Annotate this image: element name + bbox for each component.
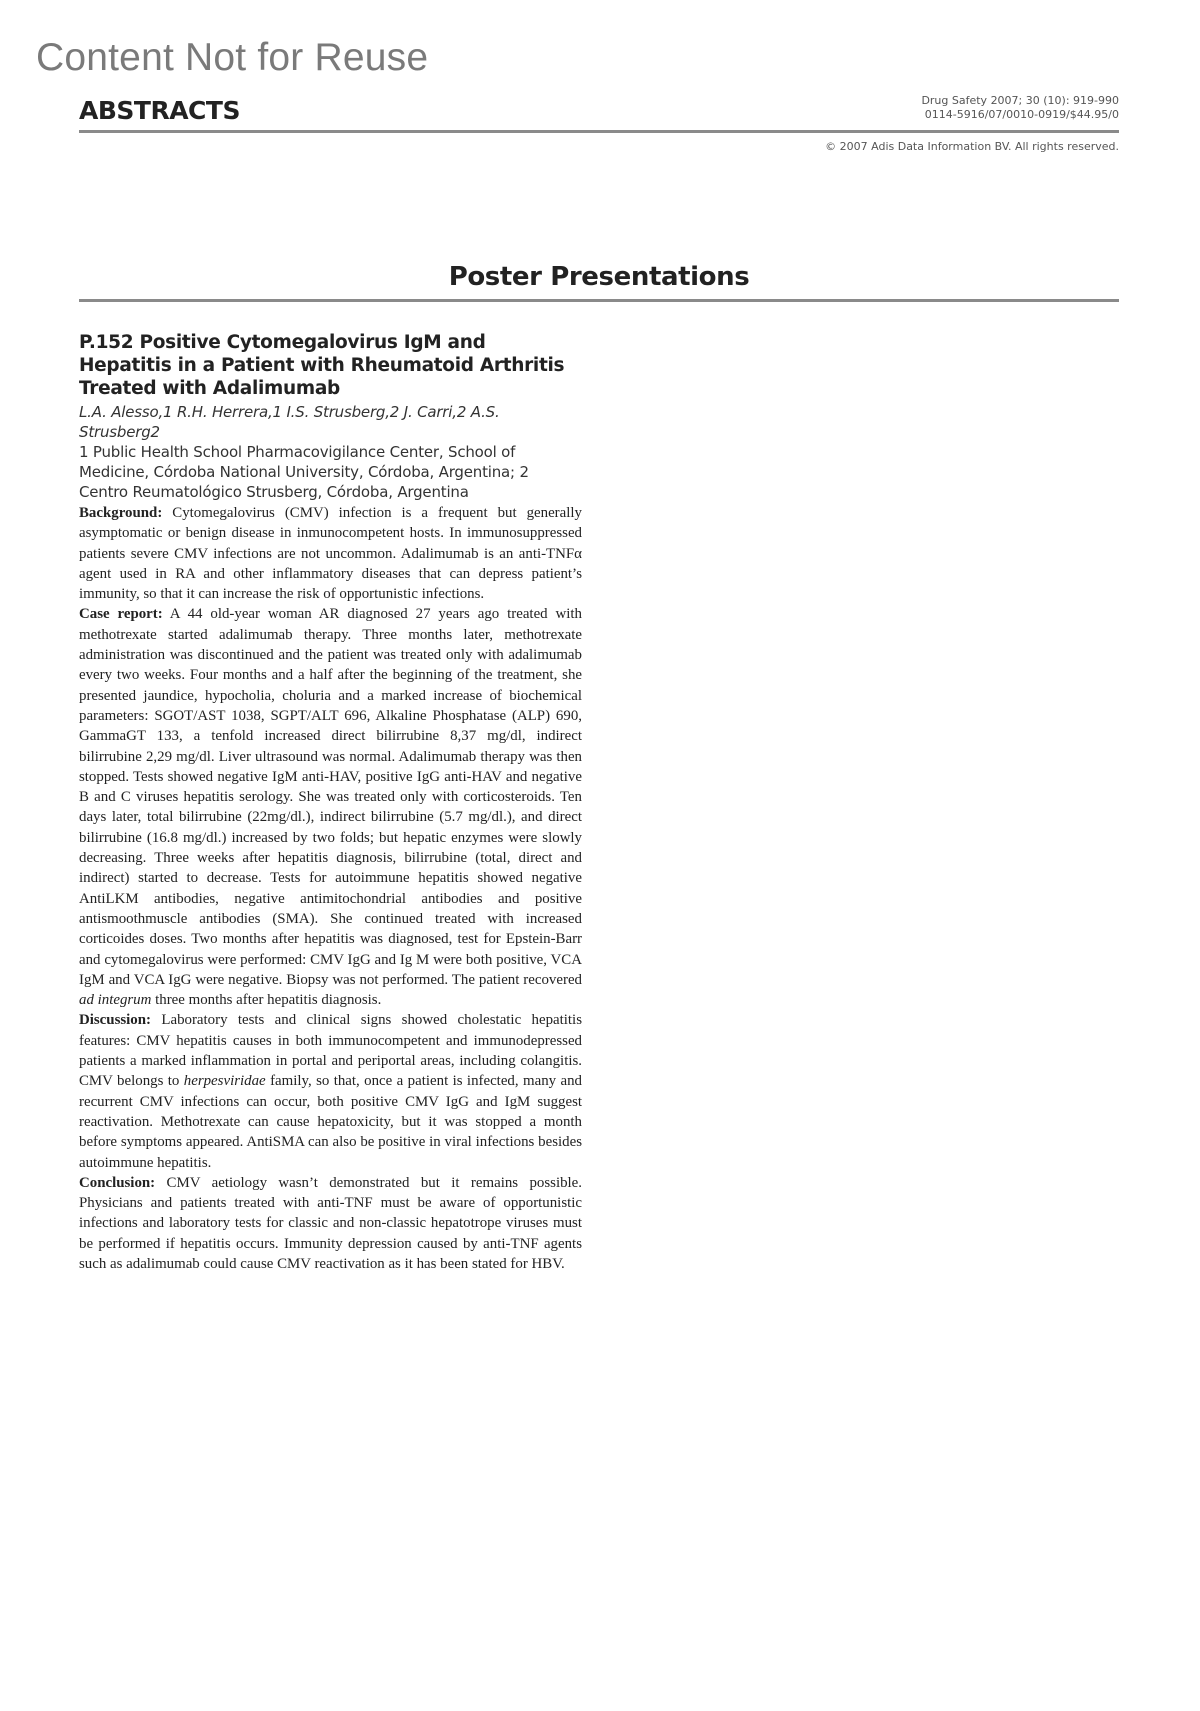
discussion-label: Discussion:: [79, 1012, 151, 1029]
background-label: Background:: [79, 505, 163, 521]
conclusion-text: CMV aetiology wasn’t demonstrated but it remains possible. Physicians and patients treated with anti-TNF must be aware of opportunistic infections and laboratory tests for classic and non-classic hepatotrope viruses must be performed if hepatitis occurs. Immunity depression caused by anti-TNF agents such as adalimumab could cause CMV reactivation as it has been stated for HBV.: [79, 1174, 582, 1272]
author-list: L.A. Alesso,1 R.H. Herrera,1 I.S. Strusberg,2 J. Carri,2 A.S. Strusberg2: [79, 403, 500, 441]
abstract-body: [79, 503, 582, 1274]
abstract: [79, 331, 582, 1274]
case-report-label: Case report:: [79, 606, 163, 623]
case-report-text-end: three months after hepatitis diagnosis.: [155, 992, 382, 1009]
section-rule: [79, 299, 1119, 302]
background-text: Cytomegalovirus (CMV) infection is a frequent but generally asymptomatic or benign disease in inmunocompetent hosts. In immunosuppressed patients severe CMV infections are not uncommon. Adalimumab is an anti-TNFα agent used in RA and other inflammatory diseases that can depress patient’s immunity, so that it can increase the risk of opportunistic infections.: [79, 505, 582, 603]
affiliations: 1 Public Health School Pharmacovigilance Center, School of Medicine, Córdoba National University, Córdoba, Argentina; 2 Centro Reumatológico Strusberg, Córdoba, Argentina: [79, 443, 529, 501]
conclusion-label: Conclusion:: [79, 1174, 156, 1191]
discussion-paragraph: [79, 1010, 582, 1172]
case-report-italic: ad integrum: [79, 992, 152, 1009]
citation-block: [921, 94, 1119, 122]
discussion-italic: herpesviridae: [183, 1073, 266, 1090]
journal-section-label: ABSTRACTS: [79, 96, 240, 125]
discussion-text-end: family, so that, once a patient is infected, many and recurrent CMV infections can occur, both positive CMV IgG and IgM suggest reactivation. Methotrexate can cause hepatoxicity, but it was stopped a month before symptoms appeared. AntiSMA can also be positive in viral infections besides autoimmune hepatitis.: [79, 1073, 582, 1171]
copyright-notice: © 2007 Adis Data Information BV. All rights reserved.: [825, 140, 1119, 153]
citation-line-1: Drug Safety 2007; 30 (10): 919-990: [921, 94, 1119, 107]
section-title: Poster Presentations: [448, 262, 750, 292]
background-paragraph: [79, 503, 582, 604]
abstract-title: P.152 Positive Cytomegalovirus IgM and Hepatitis in a Patient with Rheumatoid Arthritis Treated with Adalimumab: [79, 332, 565, 399]
citation-line-2: 0114-5916/07/0010-0919/$44.95/0: [924, 108, 1119, 121]
case-report-text: A 44 old-year woman AR diagnosed 27 years ago treated with methotrexate started adalimumab therapy. Three months later, methotrexate administration was discontinued and the patient was treated only with adalimumab every two weeks. Four months and a half after the beginning of the treatment, she presented jaundice, hypocholia, choluria and a marked increase of biochemical parameters: SGOT/AST 1038, SGPT/ALT 696, Alkaline Phosphatase (ALP) 690, GammaGT 133, a tenfold increased direct bilirrubine 8,37 mg/dl, indirect bilirrubine 2,29 mg/dl. Liver ultrasound was normal. Adalimumab therapy was then stopped. Tests showed negative IgM anti-HAV, positive IgG anti-HAV and negative B and C viruses hepatitis serology. She was treated only with corticosteroids. Ten days later, total bilirrubine (22mg/dl.), indirect bilirrubine (5.7 mg/dl.), and direct bilirrubine (16.8 mg/dl.) increased by two folds; but hepatic enzymes were slowly decreasing. Three weeks after hepatitis diagnosis, bilirrubine (total, direct and indirect) started to decrease. Tests for autoimmune hepatitis showed negative AntiLKM antibodies, negative antimitochondrial antibodies and positive antismoothmuscle antibodies (SMA). She continued treated with increased corticoides doses. Two months after hepatitis was diagnosed, test for Epstein-Barr and cytomegalovirus were performed: CMV IgG and Ig M were both positive, VCA IgM and VCA IgG were negative. Biopsy was not performed. The patient recovered: [79, 606, 582, 988]
watermark-text: Content Not for Reuse: [36, 36, 429, 79]
header-rule: [79, 130, 1119, 133]
discussion-text: Laboratory tests and clinical signs showed cholestatic hepatitis features: CMV hepatitis causes in both immunocompetent and immunodepressed patients a marked inflammation in portal and periportal areas, including colangitis. CMV belongs to: [79, 1012, 582, 1090]
conclusion-paragraph: [79, 1173, 582, 1274]
case-report-paragraph: [79, 604, 582, 1010]
